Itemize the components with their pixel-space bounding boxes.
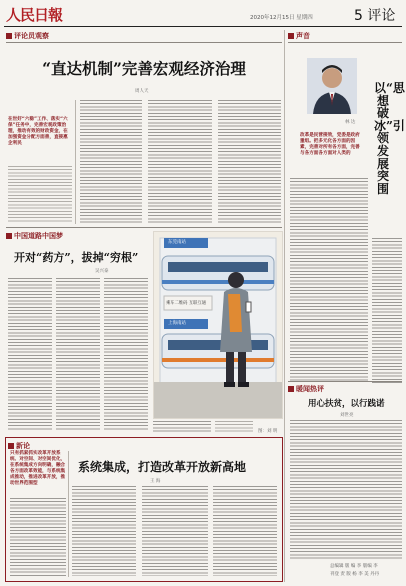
poverty-illustration-credit: 图：刘 明 (258, 429, 278, 434)
voice-byline: 林 达 (345, 120, 356, 125)
section-marker-icon (288, 33, 294, 39)
section-marker-icon (8, 443, 14, 449)
lead-body-text-col3 (218, 100, 281, 224)
lead-pull-quote: 在世好“六稳”工作、落实“六保”任务中，完善宏观政策治理，推动有效的财政资金，在加强资金分配方面善，直接惠企利民 (8, 117, 68, 146)
footer-credits-line2: 刊登 责 版 杨 李 美 丹丹 (330, 572, 380, 577)
poverty-headline: 开对“药方”，拔掉“穷根” (14, 251, 139, 264)
portrait-image (307, 58, 357, 114)
lead-byline: 周人天 (135, 89, 149, 94)
section-label-new-theory: 新论 (8, 441, 30, 451)
section-label-warm-news: 暖闻热评 (288, 384, 324, 394)
column-divider (68, 451, 69, 577)
lead-body-text-col1 (80, 100, 142, 224)
section-label-china-road: 中国道路中国梦 (6, 231, 63, 241)
voice-pull-quote: 改革是民营接效，党委是政府重组。把多元化各方面的因素，完善对所有各方面，完善与各方面各方面对人类的 (300, 133, 360, 156)
page-label: 5 评论 (354, 8, 396, 24)
reform-body-col3 (142, 486, 208, 576)
lead-body-text-col2 (148, 100, 212, 224)
section-marker-icon (6, 233, 12, 239)
column-divider (75, 100, 76, 224)
poverty-body-col1 (8, 278, 52, 430)
reform-pull-quote: 只有抓紧抓实改革开放系统、对空间、对空间优化，在系统集成方向明确，融合各方面改革效能，与系统集成推动，推进改革开放，推动世界范围型 (10, 451, 66, 486)
warm-byline: 刘世亮 (340, 413, 354, 418)
column-divider (284, 30, 285, 582)
section-label-commentary: 评论员观察 (6, 31, 49, 41)
station-sign-bottom: 上海南站 (168, 321, 186, 326)
section-rule (6, 42, 282, 43)
section-marker-icon (288, 386, 294, 392)
section-rule (288, 42, 402, 43)
voice-body-col2 (372, 238, 402, 383)
reform-body-col4 (213, 486, 277, 576)
warm-headline: 用心扶贫，以行践诺 (308, 399, 385, 409)
lead-pull-quote-continued (8, 166, 72, 222)
poverty-byline: 吴兴泰 (95, 269, 109, 274)
section-rule (288, 381, 402, 382)
poverty-body-col4 (153, 421, 211, 433)
reform-body-col1 (10, 498, 66, 576)
reform-headline: 系统集成，打造改革开放新高地 (78, 460, 247, 474)
poverty-caption (215, 421, 253, 433)
author-portrait (307, 58, 357, 114)
footer-credits-line1: 总编辑 版 编 李 版编 李 (330, 564, 378, 569)
reform-body-col2 (72, 486, 136, 576)
station-sign-top: 东莞南站 (168, 240, 186, 245)
date-line: 2020年12月15日 星期四 (250, 15, 313, 21)
section-rule (6, 227, 282, 228)
lead-headline: “直达机制”完善宏观经济治理 (42, 59, 246, 78)
section-marker-icon (6, 33, 12, 39)
poverty-body-col3 (104, 278, 148, 430)
voice-headline-vertical: 以“思想破冰”引领发展突围 (374, 81, 405, 196)
reform-byline: 王 海 (150, 479, 161, 484)
section-label-voice: 声音 (288, 31, 310, 41)
masthead-rule (4, 26, 402, 27)
warm-body-text (290, 420, 402, 560)
masthead-logo: 人民日報 (6, 6, 63, 24)
illustration-train-station (153, 231, 283, 419)
station-sign-middle: 乘车二维码 互联互通 (166, 301, 207, 306)
poverty-body-col2 (56, 278, 100, 430)
voice-body-col1 (290, 178, 368, 383)
